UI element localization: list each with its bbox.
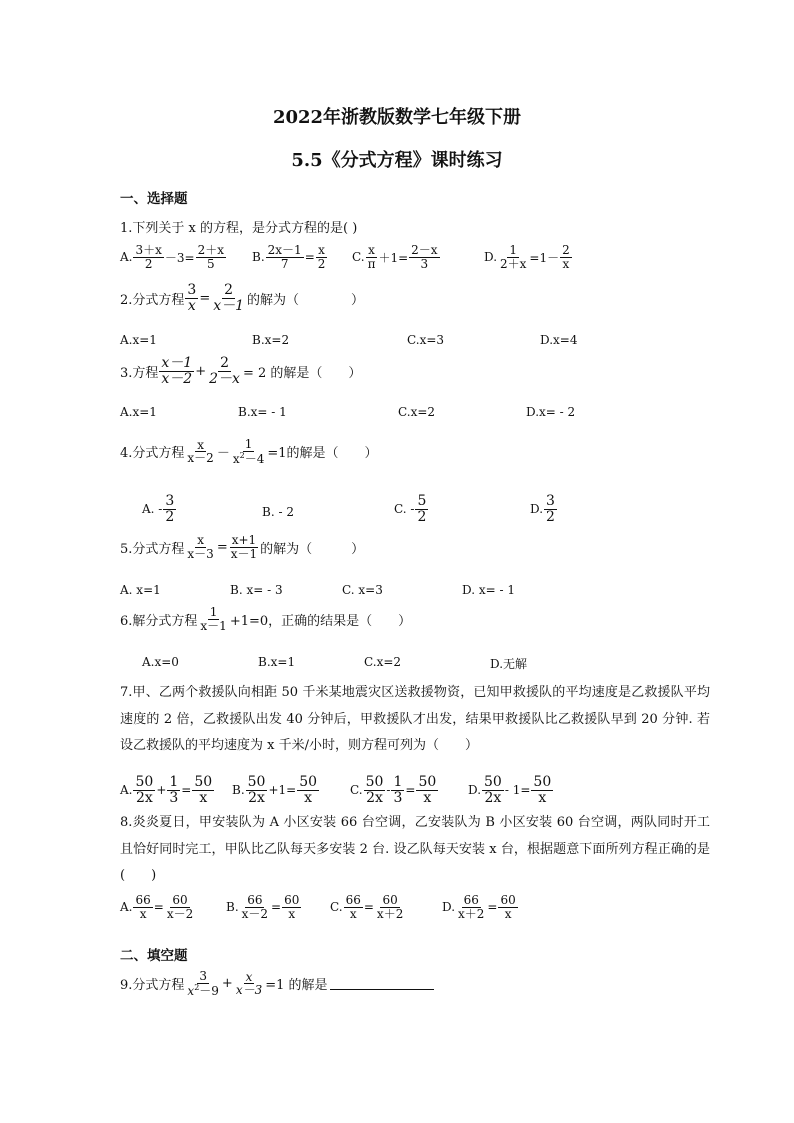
q5-option-d: D. x= - 1 xyxy=(462,583,515,597)
question-1-stem: 1.下列关于 x 的方程，是分式方程的是( ) xyxy=(120,221,358,236)
q2-option-a: A.x=1 xyxy=(120,333,157,347)
document-title: 2022年浙教版数学七年级下册 xyxy=(272,107,522,128)
q7-option-d: D. $\frac{50}{2x}$ - 1= $\frac{50}{x}$ xyxy=(468,774,552,806)
q3-option-a: A.x=1 xyxy=(120,405,157,419)
q4-option-d: D. $\frac{3}{2}$ xyxy=(530,493,555,525)
q7-option-c: C. $\frac{50}{2x}$ - $\frac{1}{3}$ = $\frac{50}{x}$ xyxy=(350,774,437,806)
q5-option-b: B. x= - 3 xyxy=(230,583,283,597)
q3-option-b: B.x= - 1 xyxy=(238,405,287,419)
q1-option-a: A. $\frac{3+x}{2}$ －3= $\frac{2+x}{5}$ xyxy=(120,243,224,271)
q3-option-c: C.x=2 xyxy=(398,405,436,419)
question-5-stem: 5.分式方程 $\frac{x}{x-3}$ = $\frac{x+1}{x-1}$ 的解为（ ） xyxy=(120,533,365,561)
q1-option-c: C. $\frac{x}{\pi}$ ＋1= $\frac{2-x}{3}$ xyxy=(352,243,438,271)
q8-option-a: A. $\frac{66}{x}$ = $\frac{60}{x-2}$ xyxy=(120,893,194,921)
section-heading-choice: 一、选择题 xyxy=(120,191,188,207)
q6-option-d: D.无解 xyxy=(490,657,528,671)
question-3-stem: 3.方程 $\frac{x-1}{x-2}$ + $\frac{2}{2-x}$ = 2 的解是（ ） xyxy=(120,355,362,387)
q7-option-b: B. $\frac{50}{2x}$ +1= $\frac{50}{x}$ xyxy=(232,774,318,806)
q1-option-b: B. $\frac{2x-1}{7}$ = $\frac{x}{2}$ xyxy=(252,243,326,271)
q4-option-b: B. - 2 xyxy=(262,505,294,519)
q2-option-b: B.x=2 xyxy=(252,333,290,347)
section-heading-fill: 二、填空题 xyxy=(120,948,188,964)
q3-option-d: D.x= - 2 xyxy=(526,405,576,419)
q7-option-a: A. $\frac{50}{2x}$ + $\frac{1}{3}$ = $\frac{50}{x}$ xyxy=(120,774,213,806)
q2-option-c: C.x=3 xyxy=(407,333,445,347)
q5-option-c: C. x=3 xyxy=(342,583,383,597)
question-2-stem: 2.分式方程 $\frac{3}{x}$ = $\frac{2}{x-1}$ 的解为（ ） xyxy=(120,282,365,314)
q5-option-a: A. x=1 xyxy=(120,583,161,597)
q4-option-c: C. - $\frac{5}{2}$ xyxy=(394,493,427,525)
q8-option-c: C. $\frac{66}{x}$ = $\frac{60}{x+2}$ xyxy=(330,893,404,921)
answer-blank[interactable] xyxy=(330,977,434,990)
q1-option-d: D. $\frac{1}{2+x}$ =1－ $\frac{2}{x}$ xyxy=(484,243,570,271)
document-subtitle: 5.5《分式方程》课时练习 xyxy=(291,150,503,171)
q4-option-a: A. - $\frac{3}{2}$ xyxy=(142,493,175,525)
q8-option-d: D. $\frac{66}{x+2}$ = $\frac{60}{x}$ xyxy=(442,893,516,921)
question-6-stem: 6.解分式方程 $\frac{1}{x-1}$ +1=0，正确的结果是（ ） xyxy=(120,605,412,633)
question-9-stem: 9.分式方程 $\frac{3}{x^2-9}$ + $\frac{x}{x-3}$ =1 的解是 xyxy=(120,970,434,997)
question-7-stem: 7.甲、乙两个救援队向相距 50 千米某地震灾区送救援物资，已知甲救援队的平均速度是乙救援队平均速度的 2 倍，乙救援队出发 40 分钟后，甲救援队才出发，结果甲救援队比乙救援队早到 20 分钟. 若设乙救援队的平均速度为 x 千米/小时，则方程可列为（ ） xyxy=(120,685,710,753)
q6-option-b: B.x=1 xyxy=(258,655,296,669)
question-8-stem: 8.炎炎夏日，甲安装队为 A 小区安装 66 台空调，乙安装队为 B 小区安装 60 台空调，两队同时开工且恰好同时完工，甲队比乙队每天多安装 2 台. 设乙队每天安装 x 台，根据题意下面所列方程正确的是( ) xyxy=(120,815,710,883)
q6-option-c: C.x=2 xyxy=(364,655,402,669)
q2-option-d: D.x=4 xyxy=(540,333,578,347)
q8-option-b: B. $\frac{66}{x-2}$ = $\frac{60}{x}$ xyxy=(226,893,300,921)
question-4-stem: 4.分式方程 $\frac{x}{x-2}$ － $\frac{1}{x^2-4}$ =1的解是（ ） xyxy=(120,437,378,466)
q6-option-a: A.x=0 xyxy=(142,655,179,669)
